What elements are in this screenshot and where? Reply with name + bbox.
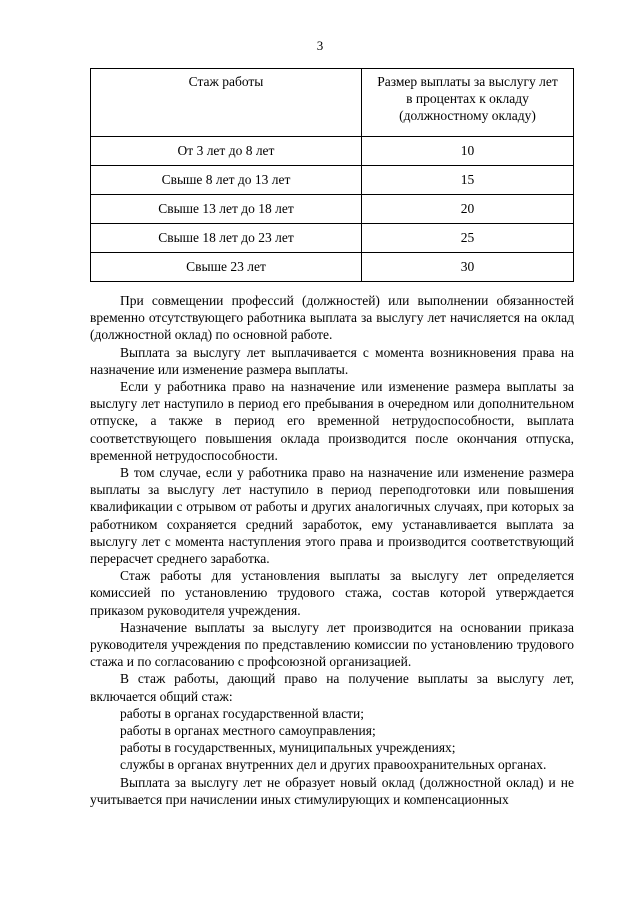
paragraph-retraining: В том случае, если у работника право на назначение или изменение размера выплаты за выслугу лет наступило в период переподготовки или повышения квалификации с отрывом от работы и других аналогичных случаях, при которых за работником сохраняется средний заработок, ему устанавливается выплата за выслугу лет с момента наступления этого права и производится соответствующий перерасчет среднего заработка. — [90, 465, 574, 567]
cell-experience: Свыше 8 лет до 13 лет — [91, 166, 362, 195]
paragraph-vacation: Если у работника право на назначение или изменение размера выплаты за выслугу лет наступило в период его пребывания в очередном или дополнительном отпуске, а также в период его временной нетрудоспособности, выплата соответствующего повышения оклада производится после окончания отпуска, временной нетрудоспособности. — [90, 379, 574, 463]
cell-percent: 10 — [362, 137, 574, 166]
table-row — [91, 137, 574, 166]
list-item: работы в государственных, муниципальных учреждениях; — [120, 740, 456, 756]
cell-experience: Свыше 13 лет до 18 лет — [91, 195, 362, 224]
list-item: работы в органах местного самоуправления; — [120, 723, 376, 739]
paragraph-general-experience: В стаж работы, дающий право на получение выплаты за выслугу лет, включается общий стаж: — [90, 671, 574, 704]
header-payment — [362, 69, 574, 137]
cell-percent: 20 — [362, 195, 574, 224]
paragraph-payment-start: Выплата за выслугу лет выплачивается с момента возникновения права на назначение или изменение размера выплаты. — [90, 344, 574, 377]
table-row — [91, 195, 574, 224]
cell-percent: 15 — [362, 166, 574, 195]
header-payment-line2: в процентах к окладу — [406, 91, 529, 106]
list-item: работы в органах государственной власти; — [120, 705, 365, 721]
table-row — [91, 224, 574, 253]
table-row — [91, 253, 574, 282]
document-body — [90, 292, 574, 808]
seniority-payment-table — [90, 68, 574, 282]
table-row — [91, 166, 574, 195]
paragraph-commission: Стаж работы для установления выплаты за выслугу лет определяется комиссией по установлению трудового стажа, состав которой утверждается приказом руководителя учреждения. — [90, 568, 574, 618]
cell-experience: Свыше 23 лет — [91, 253, 362, 282]
cell-percent: 30 — [362, 253, 574, 282]
cell-experience: Свыше 18 лет до 23 лет — [91, 224, 362, 253]
cell-experience: От 3 лет до 8 лет — [91, 137, 362, 166]
header-experience — [91, 69, 362, 137]
table-header-row — [91, 69, 574, 137]
page-number: 3 — [316, 38, 324, 53]
paragraph-combination: При совмещении профессий (должностей) или выполнении обязанностей временно отсутствующего работника выплата за выслугу лет начисляется на оклад (должностной оклад) по основной работе. — [90, 293, 574, 343]
header-payment-line3: (должностному окладу) — [399, 108, 536, 123]
list-item: службы в органах внутренних дел и других правоохранительных органах. — [120, 757, 547, 773]
cell-percent: 25 — [362, 224, 574, 253]
header-experience-label: Стаж работы — [188, 74, 264, 89]
paragraph-order: Назначение выплаты за выслугу лет производится на основании приказа руководителя учреждения по представлению комиссии по установлению трудового стажа и по согласованию с профсоюзной организацией. — [90, 619, 574, 670]
header-payment-line1: Размер выплаты за выслугу лет — [377, 74, 558, 89]
paragraph-not-new-salary: Выплата за выслугу лет не образует новый оклад (должностной оклад) и не учитывается при начислении иных стимулирующих и компенсационных — [90, 774, 574, 807]
